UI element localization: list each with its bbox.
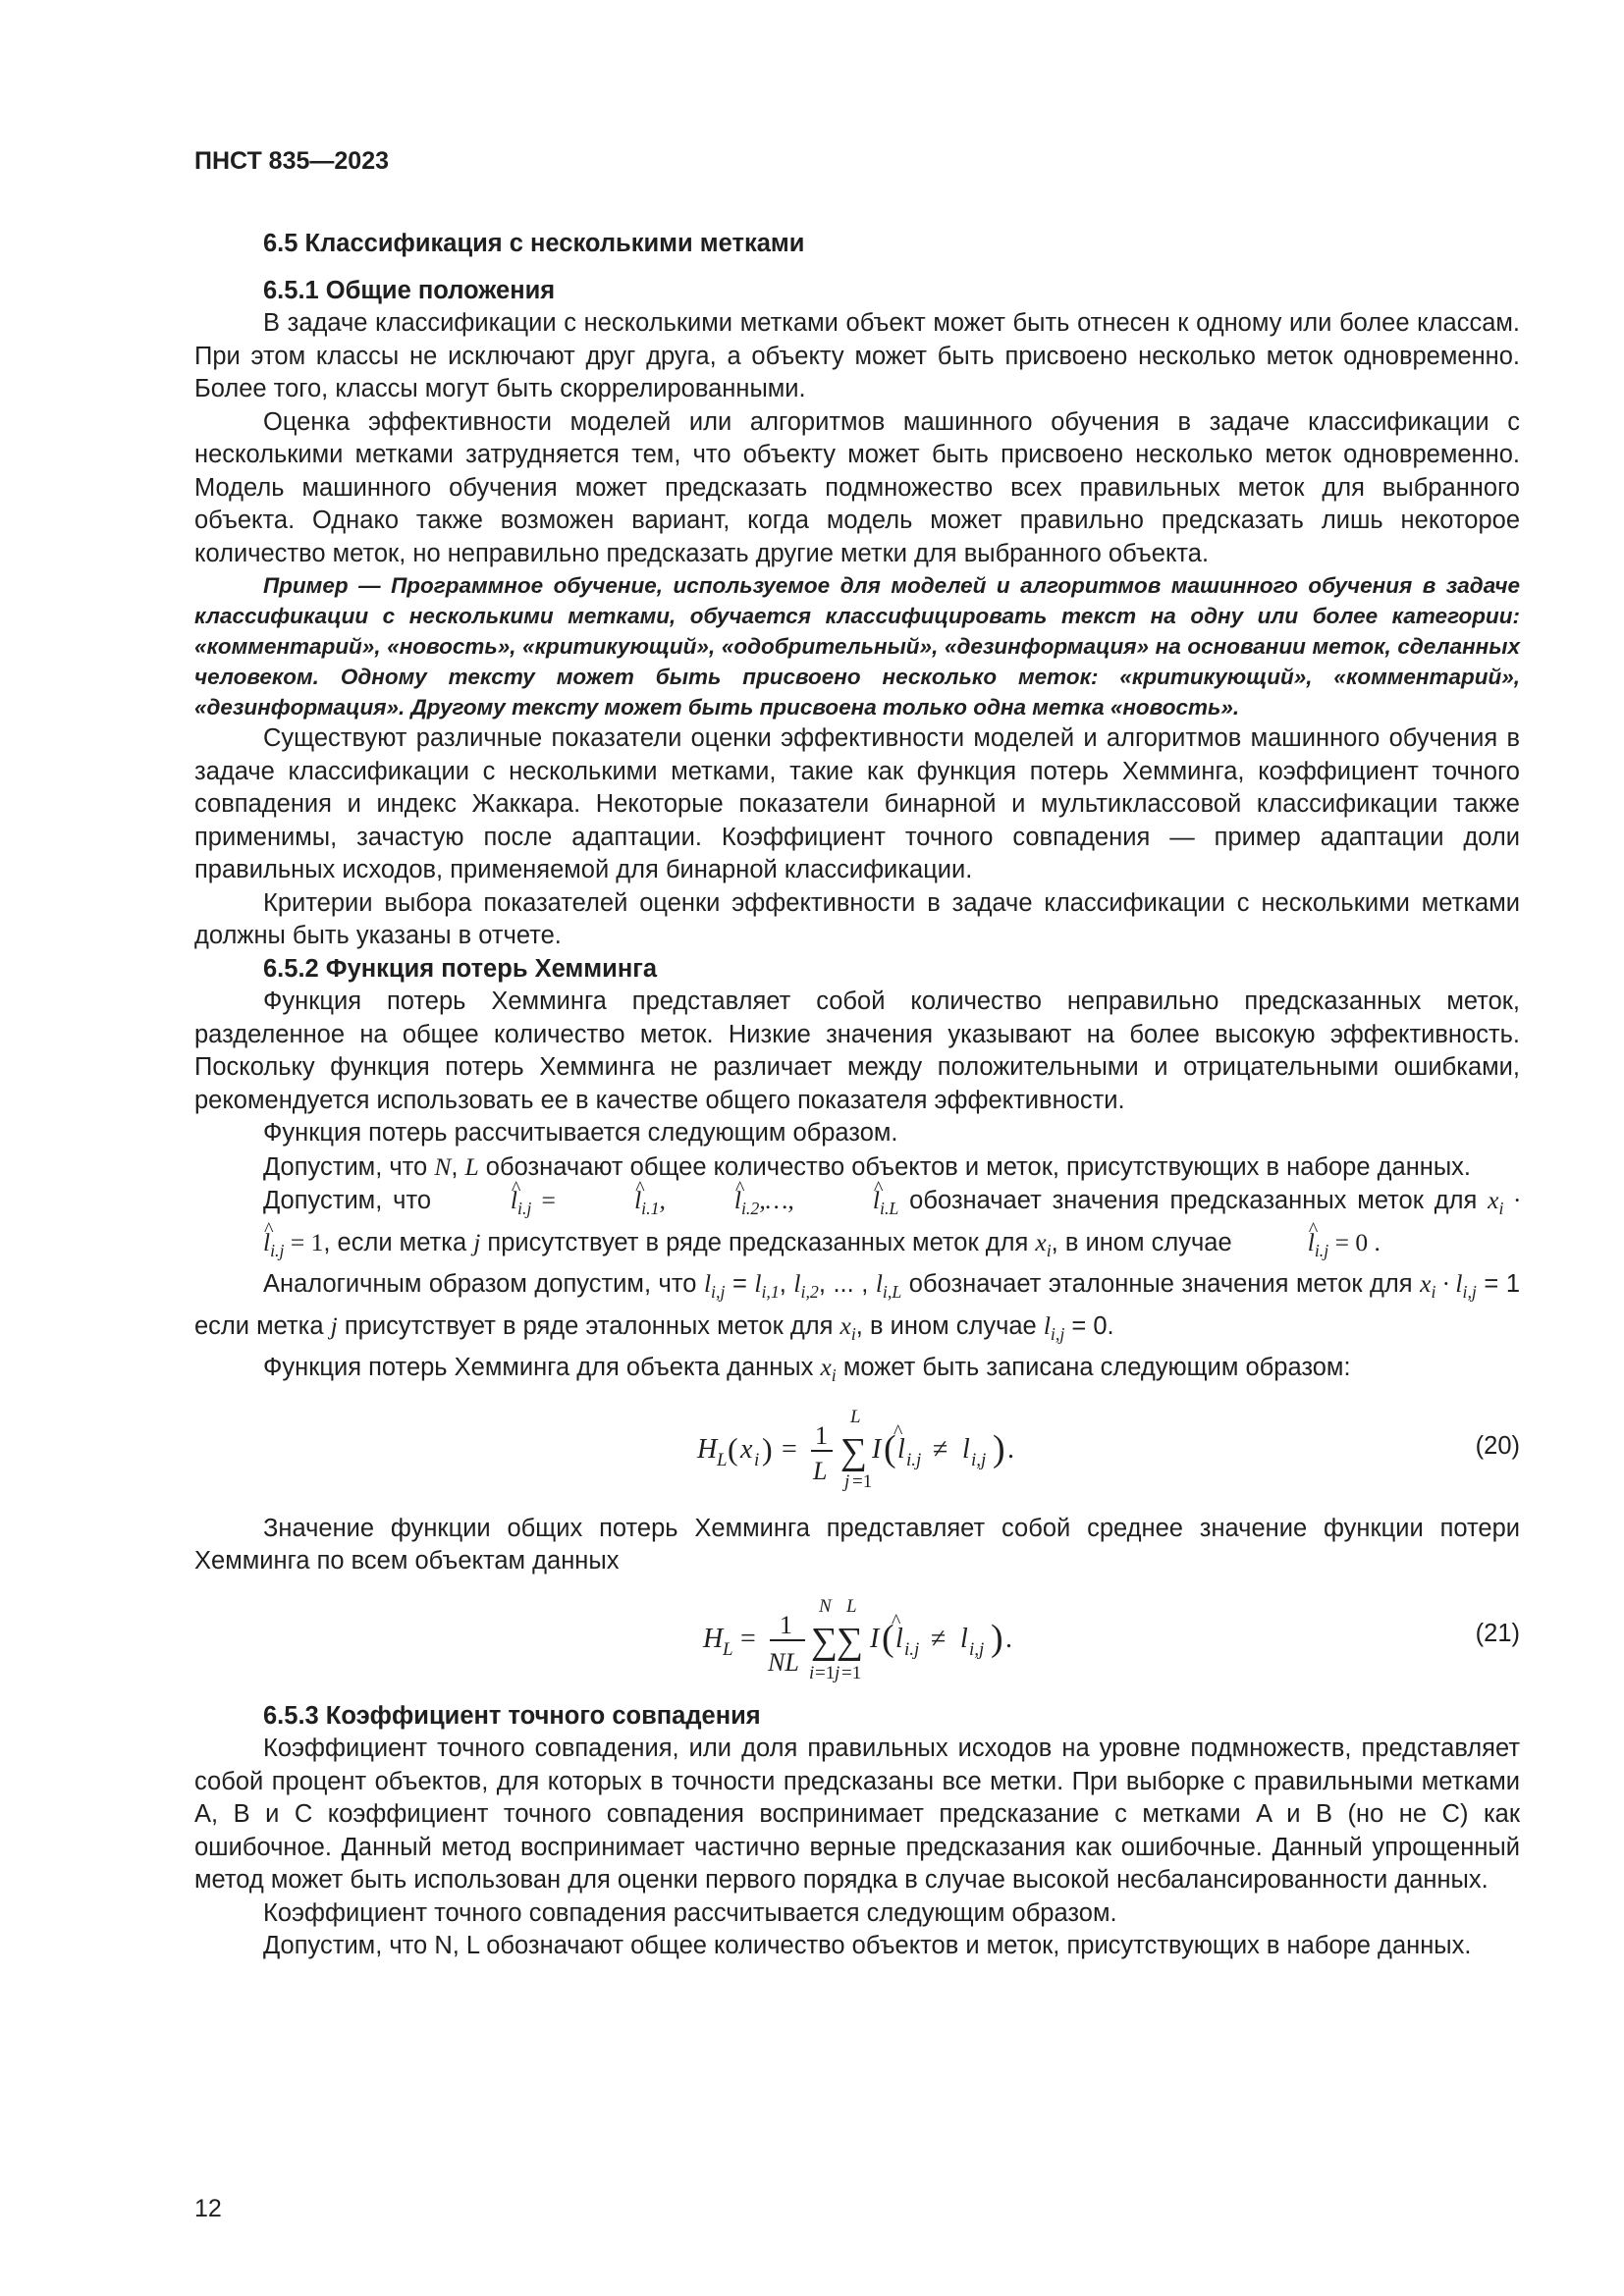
svg-text:x: x (740, 1433, 753, 1465)
svg-text:=1: =1 (815, 1662, 836, 1683)
svg-text:H: H (697, 1433, 718, 1465)
svg-text:≠: ≠ (933, 1433, 948, 1465)
svg-text:=1: =1 (852, 1470, 873, 1492)
svg-text:l: l (895, 1623, 903, 1654)
paragraph: Коэффициент точного совпадения рассчитывается следующим образом. (263, 1898, 1117, 1927)
svg-text:): ) (991, 1617, 1003, 1659)
svg-text:j: j (835, 1662, 840, 1683)
equation-20 (194, 1401, 1520, 1495)
svg-text:L: L (846, 1595, 857, 1617)
svg-text:1: 1 (815, 1420, 828, 1450)
svg-text:∑: ∑ (811, 1620, 839, 1662)
paragraph: Коэффициент точного совпадения, или доля правильных исходов на уровне подмножеств, представляет собой процент объектов, для которых в точности предсказаны все метки. При выборке с правильными метками A, B и C коэффициент точного совпадения воспринимает предсказание с метками A и B (но не C) как ошибочное. Данный метод воспринимает частично верные предсказания как ошибочные. Данный упрощенный метод может быть использован для оценки первого порядка в случае высокой несбалансированности данных. (194, 1735, 1520, 1895)
svg-text:(: ( (728, 1430, 738, 1467)
paragraph: Функция потерь Хемминга для объекта данных $x_i$ может быть записана следующим образом: (263, 1353, 1351, 1386)
subsection-heading-653: 6.5.3 Коэффициент точного совпадения (263, 1701, 761, 1730)
page-body (194, 228, 1520, 1963)
svg-text:≠: ≠ (931, 1623, 947, 1654)
svg-text:I: I (872, 1433, 882, 1465)
svg-text:i,j: i,j (969, 1638, 985, 1660)
subsection-heading-652: 6.5.2 Функция потерь Хемминга (263, 954, 658, 983)
svg-text:i.j: i.j (904, 1638, 920, 1660)
equation-21 (194, 1588, 1520, 1686)
paragraph: Критерии выбора показателей оценки эффективности в задаче классификации с несколькими метками должны быть указаны в отчете. (194, 888, 1520, 949)
svg-text:(: ( (882, 1617, 894, 1659)
svg-text:L: L (717, 1449, 728, 1470)
svg-text:i.j: i.j (906, 1449, 922, 1470)
svg-text:l: l (960, 1623, 968, 1654)
svg-text:=1: =1 (841, 1662, 862, 1683)
equation-21-formula (194, 1588, 1520, 1686)
svg-text:∑: ∑ (837, 1620, 864, 1662)
svg-text:N: N (819, 1595, 832, 1617)
svg-text:i: i (809, 1662, 815, 1683)
page-number: 12 (194, 2195, 222, 2222)
svg-text:=: = (740, 1623, 756, 1654)
svg-text:i: i (754, 1449, 760, 1470)
svg-text:l: l (897, 1433, 905, 1465)
paragraph: Оценка эффективности моделей или алгоритмов машинного обучения в задаче классификации с несколькими метками затрудняется тем, что объекту может быть присвоено несколько меток одновременно. Модель машинного обучения может предсказать подмножество всех правильных меток для выбранного объекта. Однако также возможен вариант, когда модель может правильно предсказать лишь некоторое количество меток, но неправильно предсказать другие метки для выбранного объекта. (194, 407, 1520, 567)
equation-number: (20) (1475, 1431, 1520, 1460)
svg-text:(: ( (884, 1427, 896, 1469)
svg-text:L: L (813, 1456, 828, 1485)
document-code: ПНСТ 835—2023 (194, 147, 389, 175)
paragraph: Допустим, что N, L обозначают общее количество объектов и меток, присутствующих в наборе данных. (263, 1932, 1472, 1960)
equation-20-formula (194, 1401, 1520, 1495)
paragraph: В задаче классификации с несколькими метками объект может быть отнесен к одному или более классам. При этом классы не исключают друг друга, а объекту может быть присвоено несколько меток одновременно. Более того, классы могут быть скоррелированными. (194, 309, 1520, 402)
paragraph: Функция потерь рассчитывается следующим образом. (263, 1119, 898, 1147)
svg-text:I: I (870, 1623, 880, 1654)
svg-text:.: . (1005, 1623, 1012, 1654)
paragraph: Значение функции общих потерь Хемминга представляет собой среднее значение функции потери Хемминга по всем объектам данных (194, 1514, 1520, 1575)
paragraph: Допустим, что N, L обозначают общее количество объектов и меток, присутствующих в наборе данных. (263, 1151, 1472, 1181)
paragraph-reference-labels: Аналогичным образом допустим, что $l_{i,j} = l_{i,1}$, $l_{i,2}$, ... , $l_{i,L}$ обозначает эталонные значения меток для $x_i \cdot l_{i,j} = 1$ если метка j присутствует в ряде эталонных меток для $x_i$, в ином случае $l_{i,j} = 0$. (194, 1269, 1521, 1344)
svg-text:1: 1 (780, 1610, 792, 1639)
svg-text:.: . (1007, 1433, 1014, 1465)
svg-text:j: j (844, 1470, 850, 1492)
paragraph-predicted-labels: Допустим, что ^ $l_{i.j}$ = ^ $l_{i.1},\^{}$ $l_{i.2},\dots$, ^ $l_{i.L}$ обозначает значения предсказанных меток для $x_i$ · ^ $l_{i.j} = 1$, если метка j присутствует в ряде предсказанных меток для $x_i$, в ином случае ^ $l_{i.j} = 0$ . (194, 1184, 1520, 1267)
paragraph: Функция потерь Хемминга представляет собой количество неправильно предсказанных меток, разделенное на общее количество меток. Низкие значения указывают на более высокую эффективность. Поскольку функция потерь Хемминга не различает между положительными и отрицательными ошибками, рекомендуется использовать ее в качестве общего показателя эффективности. (194, 988, 1520, 1114)
svg-text:NL: NL (768, 1647, 799, 1677)
svg-text:L: L (850, 1406, 861, 1427)
svg-text:^: ^ (893, 1420, 903, 1443)
section-heading: 6.5 Классификация с несколькими метками (263, 230, 805, 257)
example-note: Пример — Программное обучение, используемое для моделей и алгоритмов машинного обучения в задаче классификации с несколькими метками, обучается классифицировать текст на одну или более категории: «комментарий», «новость», «критикующий», «одобрительный», «дезинформация» на основании меток, сделанных человеком. Одному тексту может быть присвоено несколько меток: «критикующий», «комментарий», «дезинформация». Другому тексту может быть присвоена только одна метка «новость». (194, 573, 1520, 720)
svg-text:=: = (782, 1433, 797, 1465)
svg-text:): ) (762, 1430, 773, 1467)
svg-text:i,j: i,j (971, 1449, 987, 1470)
svg-text:L: L (723, 1638, 733, 1660)
svg-text:∑: ∑ (840, 1430, 868, 1472)
svg-text:): ) (993, 1427, 1005, 1469)
equation-number: (21) (1475, 1619, 1520, 1647)
subsection-heading-651: 6.5.1 Общие положения (263, 276, 556, 304)
svg-text:H: H (703, 1623, 724, 1654)
paragraph: Существуют различные показатели оценки эффективности моделей и алгоритмов машинного обучения в задаче классификации с несколькими метками, такие как функция потерь Хемминга, коэффициент точного совпадения и индекс Жаккара. Некоторые показатели бинарной и мультиклассовой классификации также применимы, зачастую после адаптации. Коэффициент точного совпадения — пример адаптации доли правильных исходов, применяемой для бинарной классификации. (194, 724, 1520, 883)
svg-text:^: ^ (892, 1610, 901, 1632)
svg-text:l: l (962, 1433, 970, 1465)
